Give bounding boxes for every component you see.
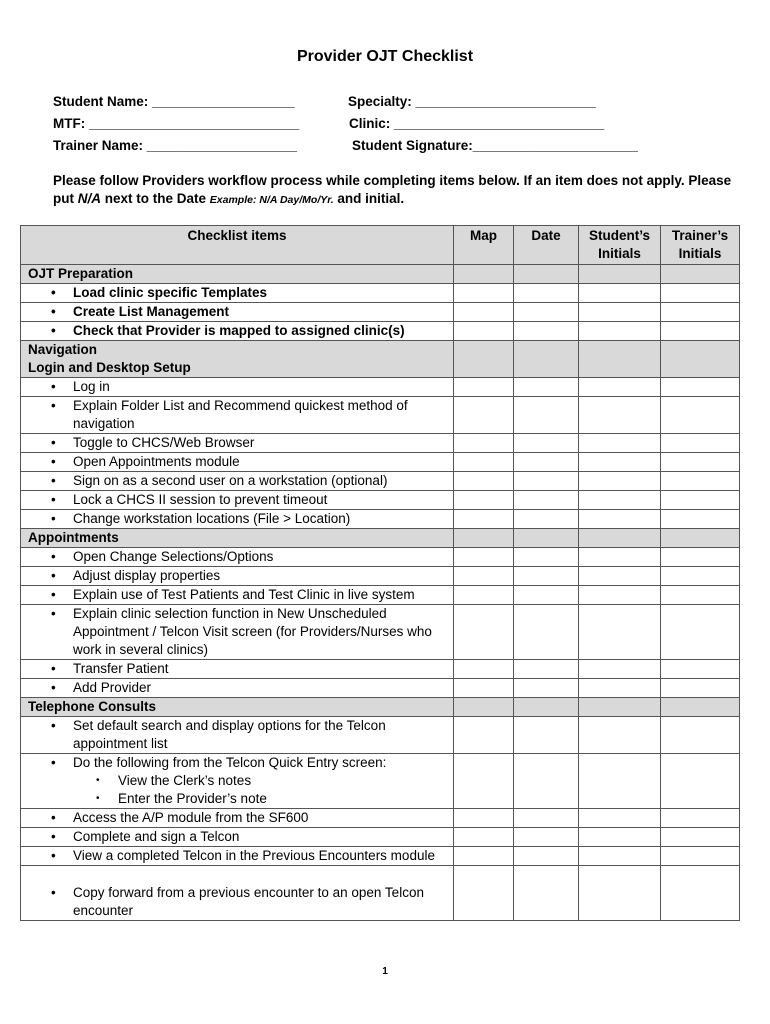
list-item <box>21 548 453 566</box>
item-label: Do the following from the Telcon Quick Entry screen: <box>73 755 387 770</box>
list-item <box>21 397 453 433</box>
list-item <box>21 660 453 678</box>
mtf-field[interactable]: MTF: ____________________________ <box>53 116 300 131</box>
trainer-initials-cell[interactable] <box>661 284 740 303</box>
date-cell[interactable] <box>514 491 579 510</box>
item-label: Complete and sign a Telcon <box>73 829 240 844</box>
student-initials-cell[interactable] <box>579 322 661 341</box>
trainer-initials-cell[interactable] <box>661 679 740 698</box>
trainer-initials-cell[interactable] <box>661 809 740 828</box>
date-cell[interactable] <box>514 510 579 529</box>
trainer-initials-cell[interactable] <box>661 491 740 510</box>
bullet-icon: • <box>51 718 56 733</box>
list-item <box>21 605 453 659</box>
map-cell[interactable] <box>454 717 514 754</box>
student-initials-cell[interactable] <box>579 491 661 510</box>
sub-list-item <box>21 790 453 808</box>
map-cell[interactable] <box>454 284 514 303</box>
page-number: 1 <box>382 966 388 977</box>
header-trainers-initials: Trainer’s Initials <box>661 226 740 265</box>
student-initials-cell[interactable] <box>579 754 661 809</box>
item-label: Open Change Selections/Options <box>73 549 274 564</box>
student-signature-field[interactable]: Student Signature:______________________ <box>352 138 638 153</box>
map-cell[interactable] <box>454 378 514 397</box>
list-item <box>21 453 453 471</box>
bullet-icon: • <box>51 379 56 394</box>
bullet-icon: • <box>51 398 56 413</box>
instructions-na: N/A <box>77 191 101 206</box>
list-item <box>21 586 453 604</box>
trainer-initials-cell[interactable] <box>661 586 740 605</box>
bullet-icon: • <box>51 661 56 676</box>
student-initials-cell[interactable] <box>579 847 661 866</box>
bullet-icon: • <box>51 755 56 770</box>
item-label: Create List Management <box>73 304 230 319</box>
map-cell[interactable] <box>454 586 514 605</box>
header-date: Date <box>514 226 579 265</box>
item-label: Explain clinic selection function in New Unscheduled Appointment / Telcon Visit screen (for Providers/Nurses who work in several clinics) <box>73 606 432 657</box>
map-cell[interactable] <box>454 679 514 698</box>
specialty-field[interactable]: Specialty: ________________________ <box>348 94 596 109</box>
list-item <box>21 809 453 827</box>
instructions-text: Please follow Providers workflow process while completing items below. If an item does not apply. Please put <box>53 173 732 206</box>
instructions-text-2: next to the Date <box>101 191 210 206</box>
student-initials-cell[interactable] <box>579 679 661 698</box>
bullet-icon: • <box>51 435 56 450</box>
header-map: Map <box>454 226 514 265</box>
list-item <box>21 303 453 321</box>
item-label: Log in <box>73 379 110 394</box>
list-item <box>21 491 453 509</box>
item-label: Explain Folder List and Recommend quickest method of navigation <box>73 398 408 431</box>
date-cell[interactable] <box>514 586 579 605</box>
student-initials-cell[interactable] <box>579 510 661 529</box>
bullet-icon: • <box>51 885 56 900</box>
trainer-initials-cell[interactable] <box>661 717 740 754</box>
trainer-initials-cell[interactable] <box>661 434 740 453</box>
map-cell[interactable] <box>454 322 514 341</box>
sub-list-item <box>21 772 453 790</box>
map-cell[interactable] <box>454 809 514 828</box>
bullet-icon: • <box>51 829 56 844</box>
student-initials-cell[interactable] <box>579 866 661 921</box>
item-label: Copy forward from a previous encounter to an open Telcon encounter <box>73 885 424 918</box>
section-login-desktop-setup: Login and Desktop Setup <box>28 360 191 375</box>
item-label: Change workstation locations (File > Location) <box>73 511 351 526</box>
student-initials-cell[interactable] <box>579 586 661 605</box>
list-item <box>21 679 453 697</box>
date-cell[interactable] <box>514 828 579 847</box>
student-initials-cell[interactable] <box>579 717 661 754</box>
map-cell[interactable] <box>454 491 514 510</box>
bullet-icon: • <box>51 568 56 583</box>
item-label: Open Appointments module <box>73 454 240 469</box>
trainer-initials-cell[interactable] <box>661 567 740 586</box>
bullet-icon: • <box>51 304 56 319</box>
clinic-field[interactable]: Clinic: ____________________________ <box>349 116 605 131</box>
list-item <box>21 510 453 528</box>
item-label: View the Clerk’s notes <box>118 773 252 788</box>
student-initials-cell[interactable] <box>579 397 661 434</box>
list-item <box>21 322 453 340</box>
list-item <box>21 754 453 772</box>
student-initials-cell[interactable] <box>579 567 661 586</box>
student-initials-cell[interactable] <box>579 434 661 453</box>
date-cell[interactable] <box>514 679 579 698</box>
page-title: Provider OJT Checklist <box>296 48 474 65</box>
item-label: Explain use of Test Patients and Test Clinic in live system <box>73 587 415 602</box>
item-label: Toggle to CHCS/Web Browser <box>73 435 255 450</box>
list-item <box>21 717 453 753</box>
student-initials-cell[interactable] <box>579 809 661 828</box>
map-cell[interactable] <box>454 866 514 921</box>
list-item <box>21 378 453 396</box>
item-label: Sign on as a second user on a workstation (optional) <box>73 473 388 488</box>
date-cell[interactable] <box>514 754 579 809</box>
list-item <box>21 828 453 846</box>
bullet-icon: • <box>51 511 56 526</box>
item-label: Check that Provider is mapped to assigned clinic(s) <box>73 323 405 338</box>
date-cell[interactable] <box>514 434 579 453</box>
list-item <box>21 284 453 302</box>
map-cell[interactable] <box>454 303 514 322</box>
section-navigation: Navigation <box>28 342 98 357</box>
instructions-text-3: and initial. <box>333 191 405 206</box>
student-initials-cell[interactable] <box>579 472 661 491</box>
map-cell[interactable] <box>454 453 514 472</box>
header-students-initials: Student’s Initials <box>579 226 661 265</box>
trainer-initials-cell[interactable] <box>661 548 740 567</box>
date-cell[interactable] <box>514 472 579 491</box>
list-item <box>21 434 453 452</box>
section-appointments: Appointments <box>28 530 119 545</box>
map-cell[interactable] <box>454 828 514 847</box>
bullet-icon: • <box>51 454 56 469</box>
item-label: Enter the Provider’s note <box>118 791 267 806</box>
item-label: Adjust display properties <box>73 568 221 583</box>
trainer-initials-cell[interactable] <box>661 472 740 491</box>
trainer-initials-cell[interactable] <box>661 453 740 472</box>
trainer-initials-cell[interactable] <box>661 847 740 866</box>
trainer-initials-cell[interactable] <box>661 322 740 341</box>
item-label: Add Provider <box>73 680 152 695</box>
trainer-initials-cell[interactable] <box>661 397 740 434</box>
student-initials-cell[interactable] <box>579 605 661 660</box>
map-cell[interactable] <box>454 397 514 434</box>
bullet-icon: • <box>51 680 56 695</box>
date-cell[interactable] <box>514 847 579 866</box>
student-initials-cell[interactable] <box>579 548 661 567</box>
student-initials-cell[interactable] <box>579 378 661 397</box>
list-item <box>21 567 453 585</box>
bullet-icon: • <box>51 492 56 507</box>
date-cell[interactable] <box>514 322 579 341</box>
student-initials-cell[interactable] <box>579 303 661 322</box>
map-cell[interactable] <box>454 567 514 586</box>
trainer-initials-cell[interactable] <box>661 378 740 397</box>
bullet-icon: • <box>96 775 100 786</box>
checklist-table <box>20 225 740 921</box>
date-cell[interactable] <box>514 809 579 828</box>
date-cell[interactable] <box>514 717 579 754</box>
trainer-initials-cell[interactable] <box>661 303 740 322</box>
bullet-icon: • <box>51 810 56 825</box>
trainer-initials-cell[interactable] <box>661 660 740 679</box>
bullet-icon: • <box>51 587 56 602</box>
student-initials-cell[interactable] <box>579 660 661 679</box>
item-label: Lock a CHCS II session to prevent timeout <box>73 492 328 507</box>
map-cell[interactable] <box>454 605 514 660</box>
bullet-icon: • <box>96 793 100 804</box>
map-cell[interactable] <box>454 754 514 809</box>
date-cell[interactable] <box>514 378 579 397</box>
map-cell[interactable] <box>454 548 514 567</box>
map-cell[interactable] <box>454 510 514 529</box>
date-cell[interactable] <box>514 397 579 434</box>
bullet-icon: • <box>51 606 56 621</box>
date-cell[interactable] <box>514 866 579 921</box>
date-cell[interactable] <box>514 284 579 303</box>
student-initials-cell[interactable] <box>579 453 661 472</box>
map-cell[interactable] <box>454 434 514 453</box>
item-label: Transfer Patient <box>73 661 169 676</box>
date-cell[interactable] <box>514 453 579 472</box>
list-item <box>21 866 453 920</box>
header-checklist-items: Checklist items <box>21 226 454 265</box>
date-cell[interactable] <box>514 303 579 322</box>
date-cell[interactable] <box>514 567 579 586</box>
trainer-initials-cell[interactable] <box>661 605 740 660</box>
instructions-example: Example: N/A Day/Mo/Yr. <box>209 194 334 206</box>
item-label: View a completed Telcon in the Previous Encounters module <box>73 848 435 863</box>
student-initials-cell[interactable] <box>579 828 661 847</box>
date-cell[interactable] <box>514 660 579 679</box>
bullet-icon: • <box>51 848 56 863</box>
trainer-initials-cell[interactable] <box>661 866 740 921</box>
student-name-field[interactable]: Student Name: ___________________ <box>53 94 295 109</box>
student-initials-cell[interactable] <box>579 284 661 303</box>
date-cell[interactable] <box>514 605 579 660</box>
section-ojt-preparation: OJT Preparation <box>28 266 134 281</box>
map-cell[interactable] <box>454 660 514 679</box>
trainer-initials-cell[interactable] <box>661 754 740 809</box>
trainer-initials-cell[interactable] <box>661 828 740 847</box>
bullet-icon: • <box>51 285 56 300</box>
item-label: Set default search and display options for the Telcon appointment list <box>73 718 386 751</box>
list-item <box>21 472 453 490</box>
list-item <box>21 847 453 865</box>
bullet-icon: • <box>51 473 56 488</box>
map-cell[interactable] <box>454 472 514 491</box>
section-telephone-consults: Telephone Consults <box>28 699 157 714</box>
trainer-initials-cell[interactable] <box>661 510 740 529</box>
item-label: Access the A/P module from the SF600 <box>73 810 309 825</box>
item-label: Load clinic specific Templates <box>73 285 268 300</box>
bullet-icon: • <box>51 323 56 338</box>
instructions <box>53 172 743 209</box>
date-cell[interactable] <box>514 548 579 567</box>
map-cell[interactable] <box>454 847 514 866</box>
bullet-icon: • <box>51 549 56 564</box>
trainer-name-field[interactable]: Trainer Name: ____________________ <box>53 138 297 153</box>
